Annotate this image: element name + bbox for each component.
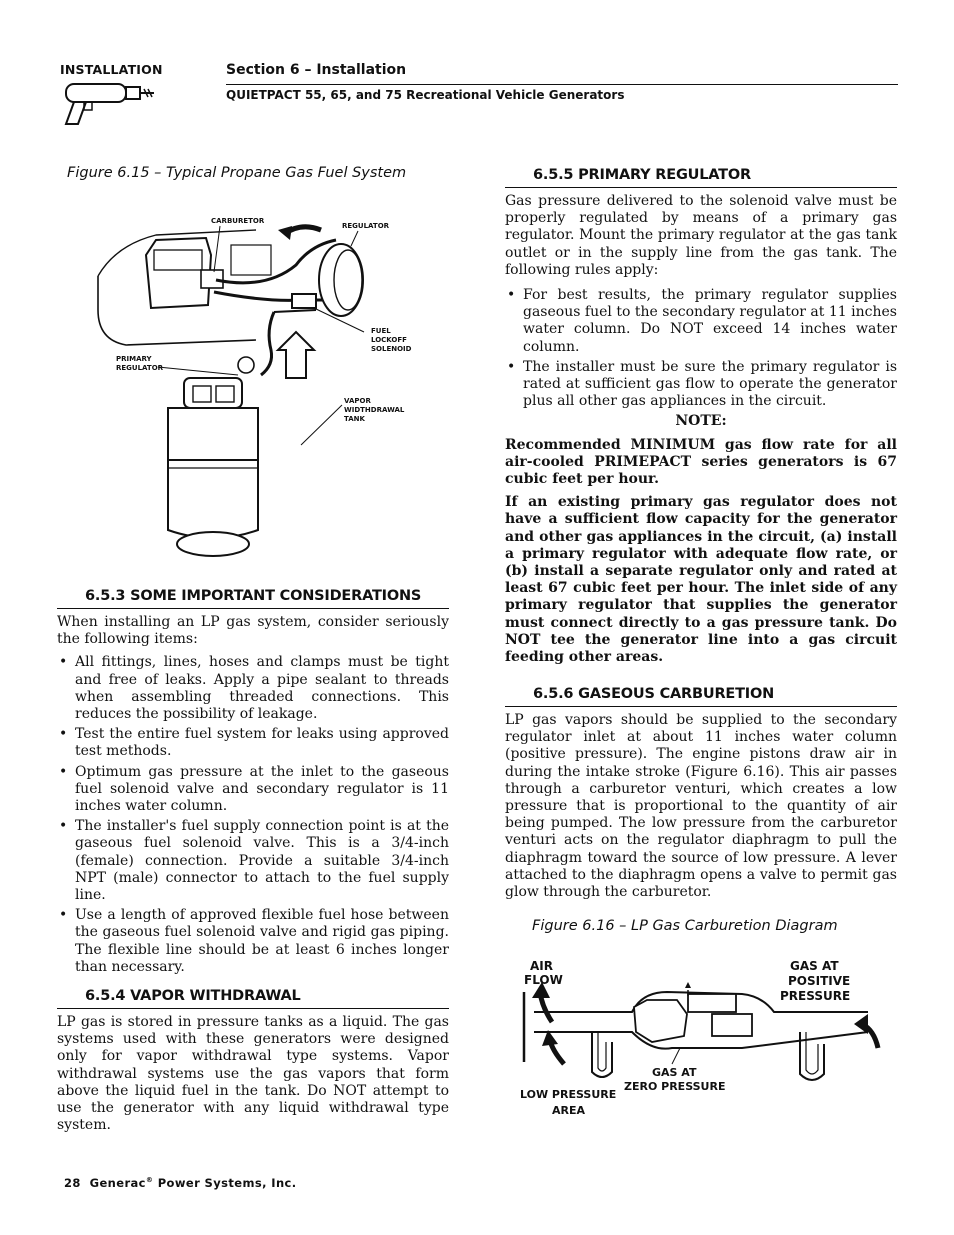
list-item: • The installer must be sure the primary regulator is rated at sufficient gas flow to operate the generator plus all other gas appliances in the circuit. (505, 359, 897, 411)
lp-carburetion-diagram (512, 952, 892, 1122)
label-tank: TANK (344, 415, 365, 423)
section-6-5-6-body (505, 712, 897, 907)
footer-company-rest: Power Systems, Inc. (153, 1176, 297, 1190)
label-carburetor: CARBURETOR (211, 217, 265, 225)
heading-6-5-5: 6.5.5 PRIMARY REGULATOR (505, 167, 897, 188)
label-low-pressure: LOW PRESSURE (520, 1088, 617, 1101)
header-rule (226, 84, 898, 85)
label-primary: PRIMARY (116, 355, 152, 363)
page-number: 28 (64, 1176, 81, 1190)
considerations-list (57, 654, 449, 976)
label-air: AIR (530, 959, 553, 973)
section-6-5-5-body (505, 193, 897, 672)
list-item: • Test the entire fuel system for leaks using approved test methods. (57, 726, 449, 760)
label-primary-regulator: REGULATOR (116, 364, 164, 372)
footer-company: Generac (89, 1176, 146, 1190)
heading-6-5-3: 6.5.3 SOME IMPORTANT CONSIDERATIONS (57, 588, 449, 609)
label-gas-at-positive: GAS AT (790, 959, 839, 973)
note-min-flow: Recommended MINIMUM gas flow rate for all air-cooled PRIMEPACT series generators is 67 cubic feet per hour. (505, 436, 897, 488)
gaseous-carburetion-paragraph: LP gas vapors should be supplied to the secondary regulator inlet at about 11 inches water column (positive pressure). The engine pistons draw air in during the intake stroke (Figure 6.16). This air passes through a carburetor venturi, which creates a low pressure that is proportional to the quantity of air being pumped. The low pressure from the carburetor venturi acts on the regulator diaphragm to pull the diaphragm toward the source of low pressure. A lever attached to the diaphragm opens a valve to permit gas glow through the carburetor. (505, 712, 897, 901)
section-title: Section 6 – Installation (226, 62, 407, 78)
label-zero-pressure: ZERO PRESSURE (624, 1080, 726, 1093)
list-item: • All fittings, lines, hoses and clamps must be tight and free of leaks. Apply a pipe sealant to threads when assembling threaded connections. This reduces the possibility of leakage. (57, 654, 449, 723)
section-6-5-3-body (57, 614, 449, 979)
label-fuel: FUEL (371, 327, 391, 335)
page-footer (64, 1176, 297, 1190)
note-existing-regulator: If an existing primary gas regulator does not have a sufficient flow capacity for the generator and other gas appliances in the circuit, (a) install a primary regulator with adequate flow rate, or (b) install a separate regulator only and rated at least 67 cubic feet per hour. The inlet side of any primary regulator that supplies the generator must connect directly to a gas pressure tank. Do NOT tee the generator line into a gas circuit feeding other areas. (505, 494, 897, 666)
primary-regulator-intro: Gas pressure delivered to the solenoid valve must be properly regulated by means of a primary gas regulator. Mount the primary regulator at the gas tank outlet or in the supply line from the gas tank. The following rules apply: (505, 193, 897, 278)
figure-6-15-caption: Figure 6.15 – Typical Propane Gas Fuel System (67, 165, 407, 181)
installation-label: INSTALLATION (60, 62, 163, 77)
list-item: • Use a length of approved flexible fuel hose between the gaseous fuel solenoid valve and rigid gas piping. The flexible line should be at least 6 inches longer than necessary. (57, 907, 449, 976)
label-vapor: VAPOR (344, 397, 371, 405)
list-item: • For best results, the primary regulator supplies gaseous fuel to the secondary regulator at 11 inches water column. Do NOT exceed 14 inches water column. (505, 287, 897, 356)
label-area: AREA (552, 1104, 586, 1117)
drill-icon (60, 76, 160, 128)
label-positive: POSITIVE (788, 974, 851, 988)
registered-mark: ® (145, 1176, 154, 1185)
regulator-rules-list (505, 287, 897, 410)
label-regulator: REGULATOR (342, 222, 390, 230)
label-gas-at-zero: GAS AT (652, 1066, 697, 1079)
section-6-5-4-body (57, 1014, 449, 1140)
heading-6-5-6: 6.5.6 GASEOUS CARBURETION (505, 686, 897, 707)
label-withdrawal: WIDTHDRAWAL (344, 406, 405, 414)
section-6-5-3-intro: When installing an LP gas system, consider seriously the following items: (57, 614, 449, 648)
note-title: NOTE: (675, 413, 727, 430)
list-item: • The installer's fuel supply connection point is at the gaseous fuel solenoid valve. This is a 3/4-inch (female) connection. Provide a suitable 3/4-inch NPT (male) connector to attach to the fuel supply line. (57, 818, 449, 904)
list-item: • Optimum gas pressure at the inlet to the gaseous fuel solenoid valve and secondary regulator is 11 inches water column. (57, 764, 449, 816)
heading-6-5-4: 6.5.4 VAPOR WITHDRAWAL (57, 988, 449, 1009)
label-solenoid: SOLENOID (371, 345, 412, 353)
propane-fuel-system-figure (96, 200, 426, 562)
label-flow: FLOW (524, 973, 563, 987)
label-lockoff: LOCKOFF (371, 336, 407, 344)
figure-6-16-caption: Figure 6.16 – LP Gas Carburetion Diagram (532, 918, 838, 934)
vapor-withdrawal-paragraph: LP gas is stored in pressure tanks as a liquid. The gas systems used with these generators were designed only for vapor withdrawal type systems. Vapor withdrawal systems use the gas vapors that form above the liquid fuel in the tank. Do NOT attempt to use the generator with any liquid withdrawal type system. (57, 1014, 449, 1134)
header-subtitle: QUIETPACT 55, 65, and 75 Recreational Vehicle Generators (226, 88, 625, 102)
label-pressure: PRESSURE (780, 989, 851, 1003)
